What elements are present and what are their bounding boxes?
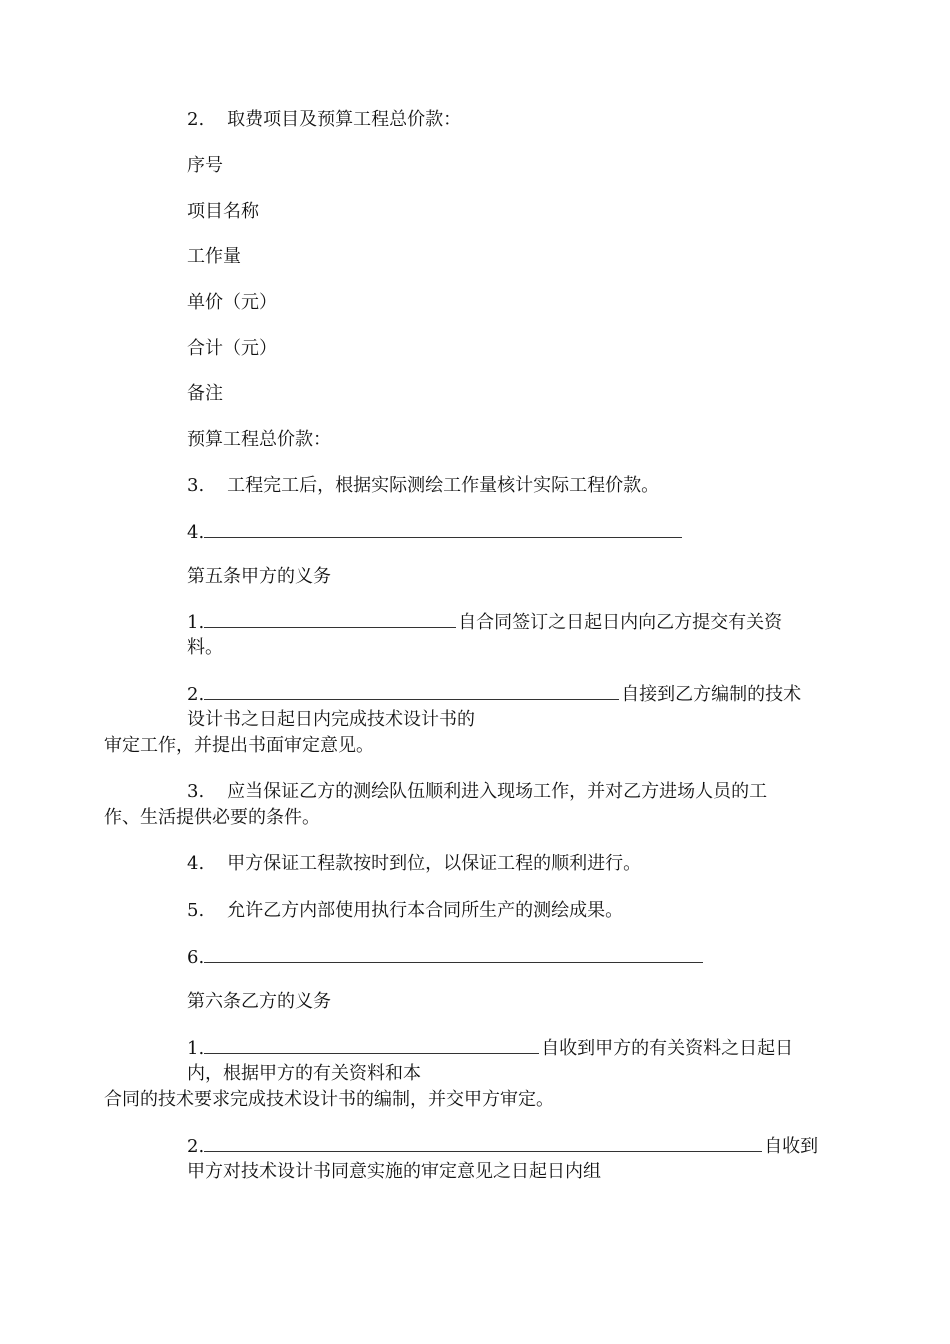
art5-item-2-cont: 设计书之日起日内完成技术设计书的 [187, 709, 475, 730]
item-text: 应当保证乙方的测绘队伍顺利进入现场工作，并对乙方进场人员的工 [227, 781, 768, 802]
article-5-title: 第五条甲方的义务 [187, 566, 331, 587]
column-name: 项目名称 [187, 201, 259, 222]
item-number: 6. [187, 947, 205, 968]
item-number: 1. [187, 1038, 205, 1059]
fill-blank[interactable] [204, 681, 619, 700]
art5-item-4 [187, 851, 641, 877]
art5-item-3 [187, 779, 767, 805]
item-number: 3. [187, 475, 205, 496]
article-6-title: 第六条乙方的义务 [187, 991, 331, 1012]
art6-item-1-cont2: 合同的技术要求完成技术设计书的编制，并交甲方审定。 [104, 1089, 554, 1110]
art5-item-1-cont: 料。 [187, 637, 223, 658]
item-text: 允许乙方内部使用执行本合同所生产的测绘成果。 [227, 900, 624, 921]
art5-item-2 [187, 681, 801, 708]
item-number: 2. [187, 684, 205, 705]
art6-item-2-cont: 甲方对技术设计书同意实施的审定意见之日起日内组 [187, 1161, 601, 1182]
fill-blank[interactable] [204, 1035, 539, 1054]
art5-item-5 [187, 898, 623, 924]
fill-blank[interactable] [204, 609, 456, 628]
item-number: 4. [187, 853, 205, 874]
item-text: 甲方保证工程款按时到位，以保证工程的顺利进行。 [227, 853, 642, 874]
item-2 [187, 107, 461, 133]
item-3 [187, 473, 659, 499]
column-unit-price: 单价（元） [187, 292, 277, 313]
item-number: 1. [187, 612, 205, 633]
fill-blank[interactable] [204, 944, 703, 963]
item-text: 自合同签订之日起日内向乙方提交有关资 [458, 612, 783, 633]
art5-item-1 [187, 609, 782, 636]
art6-item-1-cont: 内，根据甲方的有关资料和本 [187, 1063, 421, 1084]
column-workload: 工作量 [187, 246, 241, 267]
column-seq: 序号 [187, 155, 223, 176]
item-number: 5. [187, 900, 205, 921]
item-number: 3. [187, 781, 205, 802]
art5-item-2-cont2: 审定工作，并提出书面审定意见。 [104, 735, 374, 756]
item-number: 4. [187, 522, 205, 543]
item-number: 2. [187, 109, 205, 130]
art5-item-3-cont: 作、生活提供必要的条件。 [104, 807, 320, 828]
item-text: 取费项目及预算工程总价款： [227, 109, 462, 130]
art6-item-1 [187, 1035, 793, 1062]
item-text: 自接到乙方编制的技术 [621, 684, 802, 705]
item-text: 工程完工后，根据实际测绘工作量核计实际工程价款。 [227, 475, 660, 496]
column-note: 备注 [187, 383, 223, 404]
item-text: 自收到甲方的有关资料之日起日 [541, 1038, 794, 1059]
item-number: 2. [187, 1136, 205, 1157]
column-total: 合计（元） [187, 338, 277, 359]
fill-blank[interactable] [204, 1133, 762, 1152]
art6-item-2 [187, 1133, 818, 1160]
budget-total-label: 预算工程总价款： [187, 429, 331, 450]
fill-blank[interactable] [204, 519, 682, 538]
art5-item-6 [187, 944, 705, 971]
item-text: 自收到 [764, 1136, 819, 1157]
item-4 [187, 519, 684, 546]
